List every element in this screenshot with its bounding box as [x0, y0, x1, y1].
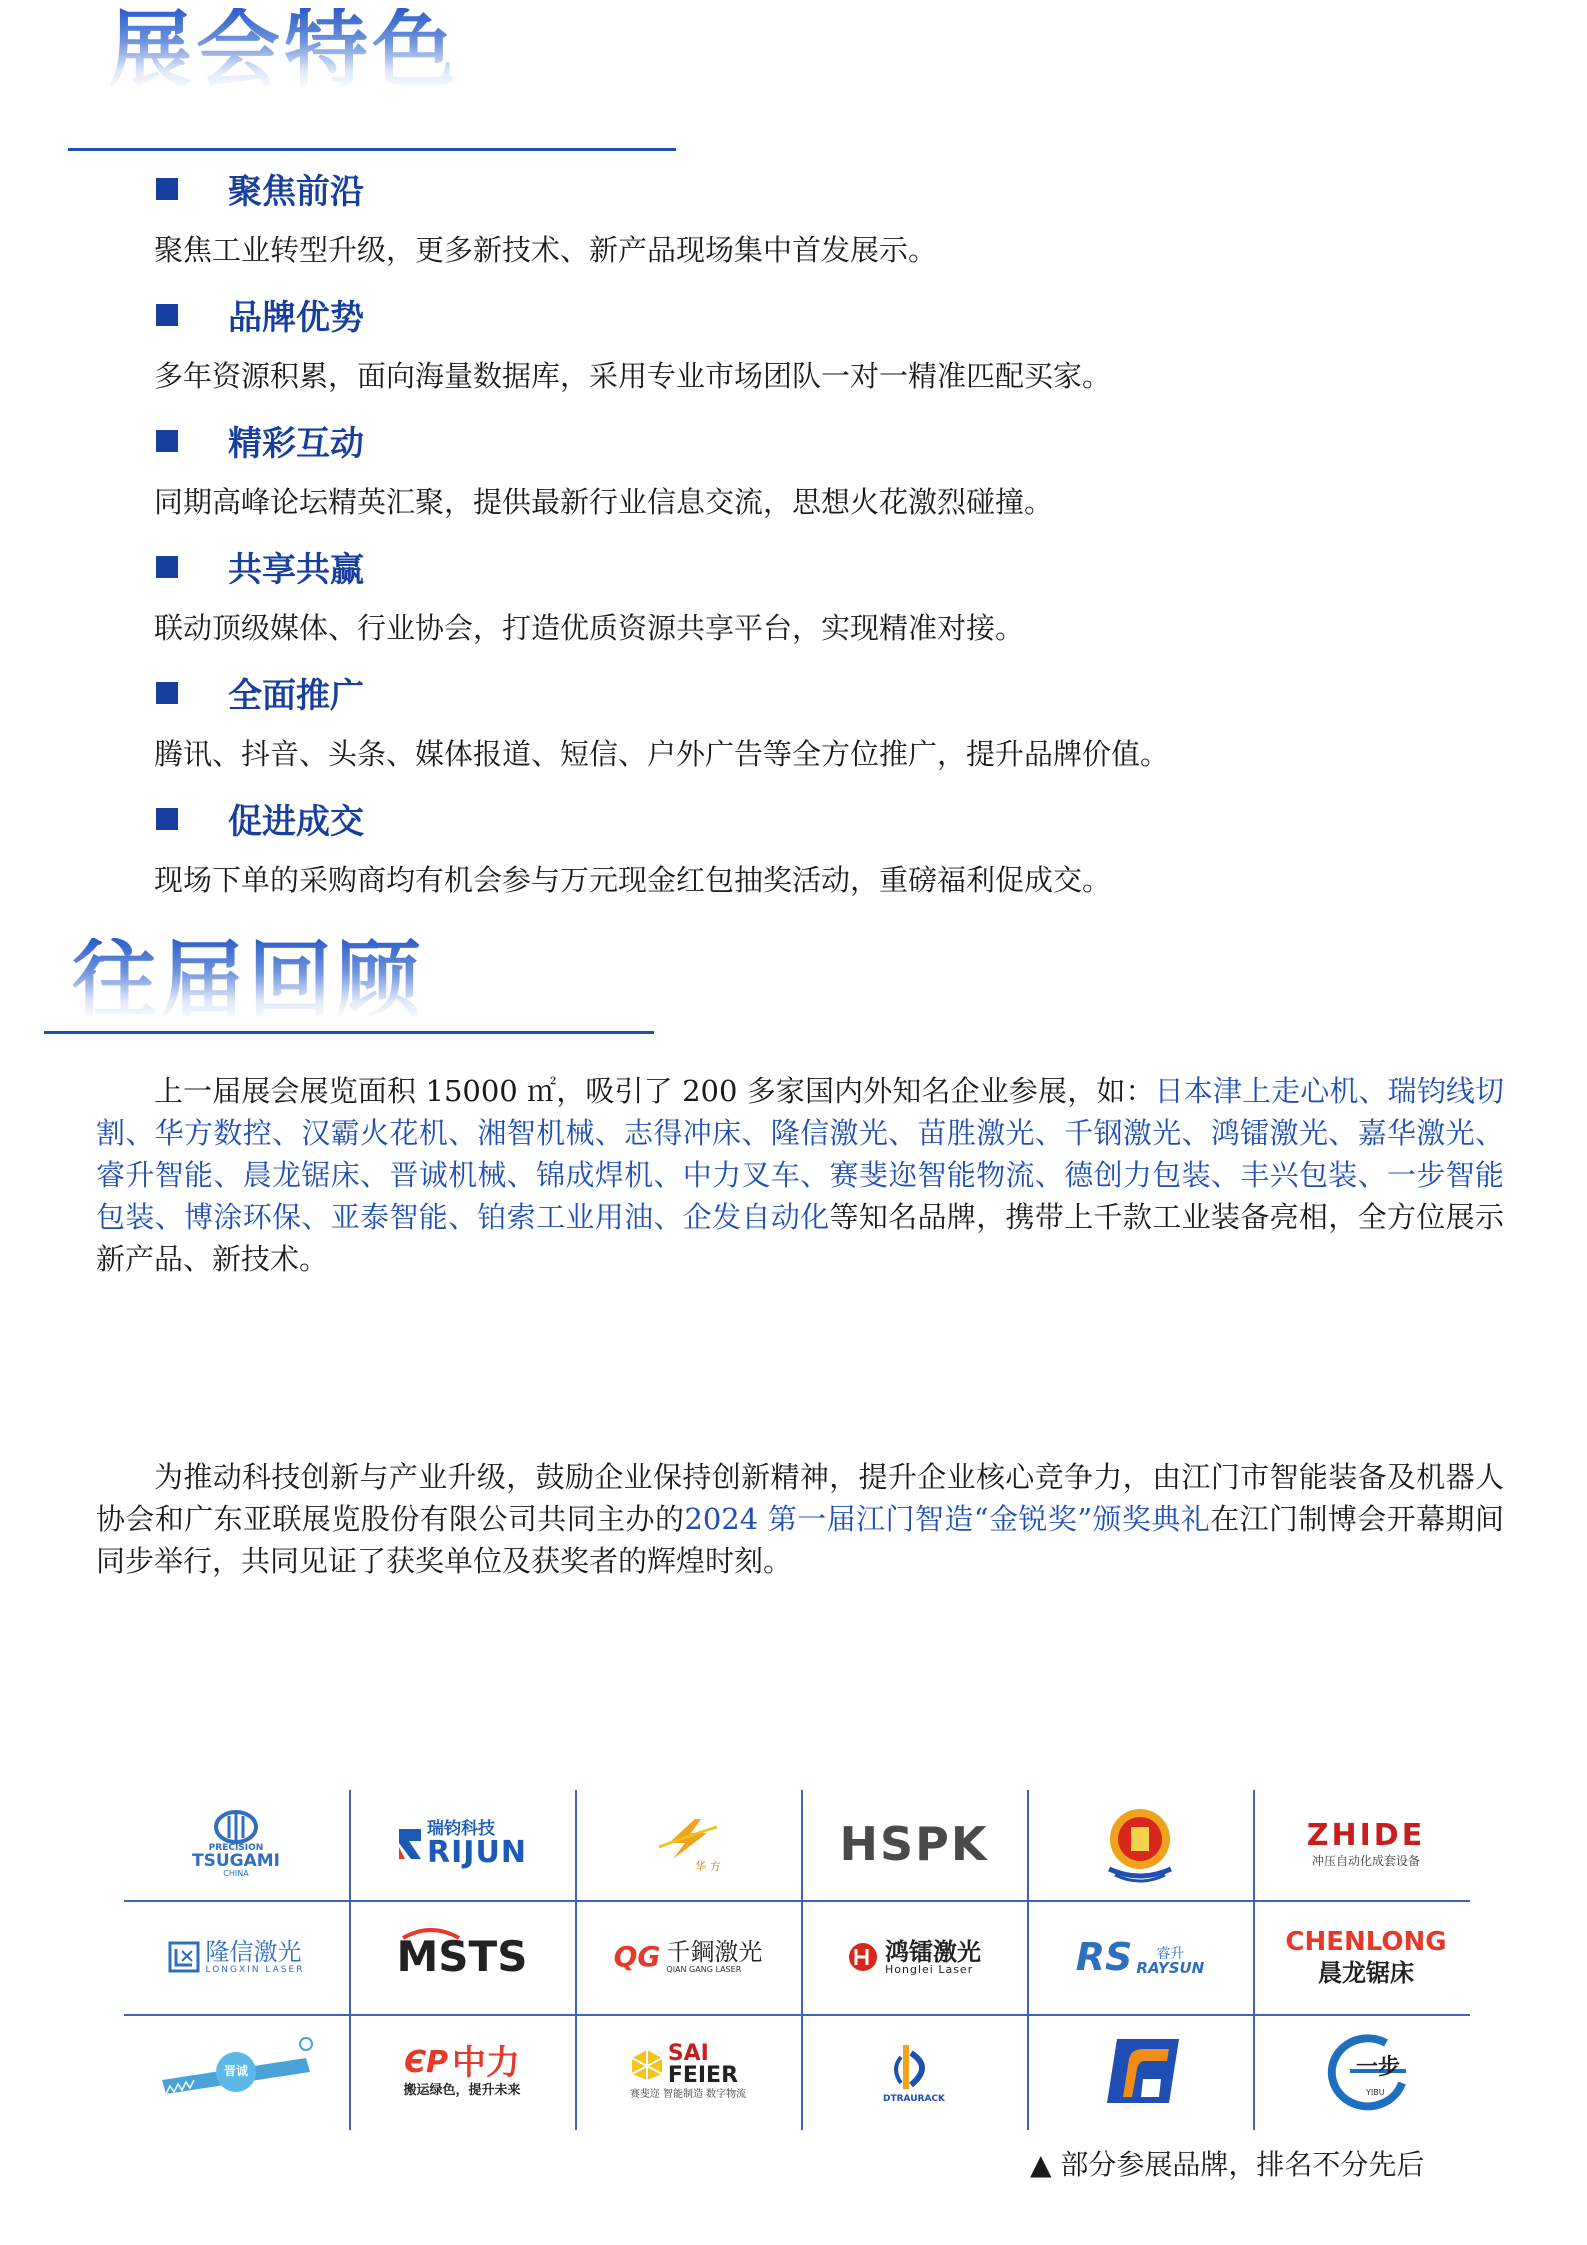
- zhongli-logo: [350, 2017, 574, 2125]
- longxin-logo: [124, 1903, 348, 2011]
- logo-text: FEIER: [667, 2062, 739, 2088]
- logo-text: 赛斐迩 智能制造 数字物流: [629, 2088, 747, 2100]
- honglei-logo: [802, 1903, 1026, 2011]
- square-bullet-icon: [156, 556, 178, 578]
- logo-text: SAI: [667, 2040, 709, 2066]
- exhibitor-logo-grid: [124, 1790, 1470, 2130]
- longxin-mark-icon: [168, 1941, 200, 1973]
- jincheng-logo: [124, 2017, 348, 2125]
- huafang-logo: [576, 1790, 800, 1898]
- logo-text: 千鋼激光: [666, 1938, 763, 1966]
- gear-emblem-logo: [1028, 1790, 1252, 1898]
- logo-text: 搬运绿色，提升未来: [403, 2082, 521, 2098]
- blue-orange-logo: [1028, 2017, 1252, 2125]
- feature-title: 品牌优势: [228, 298, 364, 338]
- lightning-icon: [655, 1817, 721, 1861]
- honglei-mark-icon: [847, 1941, 879, 1973]
- feature-title: 聚焦前沿: [228, 172, 364, 212]
- logo-text: MSTS: [396, 1932, 528, 1981]
- feature-description: 聚焦工业转型升级，更多新技术、新产品现场集中首发展示。: [154, 233, 938, 267]
- review-text: 上一届展会展览面积 15000 ㎡，吸引了 200 多家国内外知名企业参展，如：: [154, 1074, 1155, 1108]
- saifeier-logo: [576, 2017, 800, 2125]
- zhide-logo: [1254, 1790, 1478, 1898]
- logo-text: RIJUN: [427, 1834, 527, 1870]
- feature-description: 联动顶级媒体、行业协会，打造优质资源共享平台，实现精准对接。: [154, 611, 1025, 645]
- section-underline: [44, 1031, 654, 1034]
- dtraurack-logo: [802, 2017, 1026, 2125]
- rijun-logo: [350, 1790, 574, 1898]
- grid-divider: [124, 2014, 1470, 2016]
- logo-text: PRECISION: [208, 1843, 264, 1853]
- yibu-logo: [1254, 2017, 1478, 2125]
- feature-title: 全面推广: [228, 676, 364, 716]
- feature-description: 现场下单的采购商均有机会参与万元现金红包抽奖活动，重磅福利促成交。: [154, 863, 1112, 897]
- logo-text: LONGXIN LASER: [205, 1964, 305, 1975]
- logo-text: 晨龙锯床: [1318, 1959, 1414, 1987]
- logo-text: 晋诚: [223, 2064, 248, 2078]
- feature-title: 共享共赢: [228, 550, 364, 590]
- feature-title: 精彩互动: [228, 424, 364, 464]
- raysun-logo: [1028, 1903, 1252, 2011]
- hspk-logo: [802, 1790, 1026, 1898]
- logo-text: QG: [613, 1940, 661, 1973]
- logo-text: 中力: [452, 2042, 520, 2083]
- tsugami-logo: [124, 1790, 348, 1898]
- award-text: 为推动科技创新与产业升级，鼓励企业保持创新精神，提升企业核心竞争力，由江门市智能装备及机器人协会和广东亚联展览股份有限公司共同主办的: [96, 1460, 1504, 1536]
- award-paragraph: [96, 1456, 1504, 1582]
- logo-text: 华 方: [695, 1859, 721, 1873]
- logo-text: 睿升: [1156, 1946, 1185, 1962]
- logo-text: 鸿镭激光: [885, 1937, 981, 1966]
- feature-description: 同期高峰论坛精英汇聚，提供最新行业信息交流，思想火花激烈碰撞。: [154, 485, 1054, 519]
- blue-orange-mark-icon: [1097, 2035, 1183, 2107]
- tsugami-mark-icon: [213, 1810, 259, 1844]
- rijun-mark-icon: [397, 1825, 423, 1863]
- feature-title: 促进成交: [228, 802, 364, 842]
- square-bullet-icon: [156, 304, 178, 326]
- logo-text: 一步: [1356, 2055, 1401, 2080]
- logo-text: 瑞钧科技: [427, 1818, 496, 1839]
- brand-list: 日本津上走心机、瑞钧线切割、华方数控、汉霸火花机、湘智机械、志得冲床、隆信激光、苗胜激光、千钢激光、鸿镭激光、嘉华激光、睿升智能、晨龙锯床、晋诚机械、锦成焊机、中力叉车、赛斐迩智能物流、德创力包装、丰兴包装、一步智能包装、博涂环保、亚泰智能、铂索工业用油、企发自动化: [96, 1074, 1504, 1234]
- review-paragraph: [96, 1070, 1504, 1280]
- ep-mark-icon: ЄP: [403, 2044, 448, 2080]
- feature-description: 腾讯、抖音、头条、媒体报道、短信、户外广告等全方位推广，提升品牌价值。: [154, 737, 1170, 771]
- feature-description: 多年资源积累，面向海量数据库，采用专业市场团队一对一精准匹配买家。: [154, 359, 1112, 393]
- msts-logo: [350, 1903, 574, 2011]
- arc-icon: [401, 1926, 461, 1940]
- logo-caption: ▲ 部分参展品牌，排名不分先后: [1030, 2148, 1425, 2181]
- logo-text: ZHIDE: [1306, 1818, 1426, 1853]
- logo-text: QIAN GANG LASER: [666, 1965, 742, 1974]
- section-underline: [68, 148, 676, 151]
- logo-row: [124, 1903, 1470, 2011]
- grid-divider: [124, 1900, 1470, 1902]
- award-text: 在江门制博会开幕期间同步举行，共同见证了获奖单位及获奖者的辉煌时刻。: [96, 1502, 1504, 1578]
- gear-emblem-icon: [1101, 1803, 1179, 1885]
- logo-text: TSUGAMI: [192, 1851, 280, 1871]
- chenlong-logo: [1254, 1903, 1478, 2011]
- logo-text: Honglei Laser: [885, 1962, 974, 1976]
- square-bullet-icon: [156, 178, 178, 200]
- award-ceremony-name: 2024 第一届江门智造“金锐奖”颁奖典礼: [684, 1502, 1211, 1536]
- square-bullet-icon: [156, 808, 178, 830]
- logo-row: [124, 2017, 1470, 2125]
- logo-text: RAYSUN: [1136, 1959, 1205, 1977]
- logo-row: [124, 1790, 1470, 1898]
- logo-text: CHENLONG: [1285, 1927, 1447, 1957]
- logo-text: YIBU: [1366, 2088, 1385, 2097]
- dtraurack-mark-icon: [889, 2039, 939, 2095]
- logo-text: CHINA: [223, 1869, 249, 1878]
- square-bullet-icon: [156, 682, 178, 704]
- logo-text: 冲压自动化成套设备: [1311, 1854, 1420, 1868]
- section-title-features: 展会特色: [108, 1, 461, 99]
- logo-text: DTRAURACK: [882, 2093, 945, 2104]
- cube-icon: [630, 2048, 664, 2082]
- square-bullet-icon: [156, 430, 178, 452]
- qiangang-logo: [576, 1903, 800, 2011]
- section-title-review: 往届回顾: [72, 931, 425, 1029]
- logo-text: HSPK: [839, 1817, 989, 1871]
- logo-text: 隆信激光: [205, 1937, 302, 1966]
- review-text: 等知名品牌，携带上千款工业装备亮相，全方位展示新产品、新技术。: [96, 1200, 1504, 1276]
- logo-text: RS: [1075, 1935, 1133, 1979]
